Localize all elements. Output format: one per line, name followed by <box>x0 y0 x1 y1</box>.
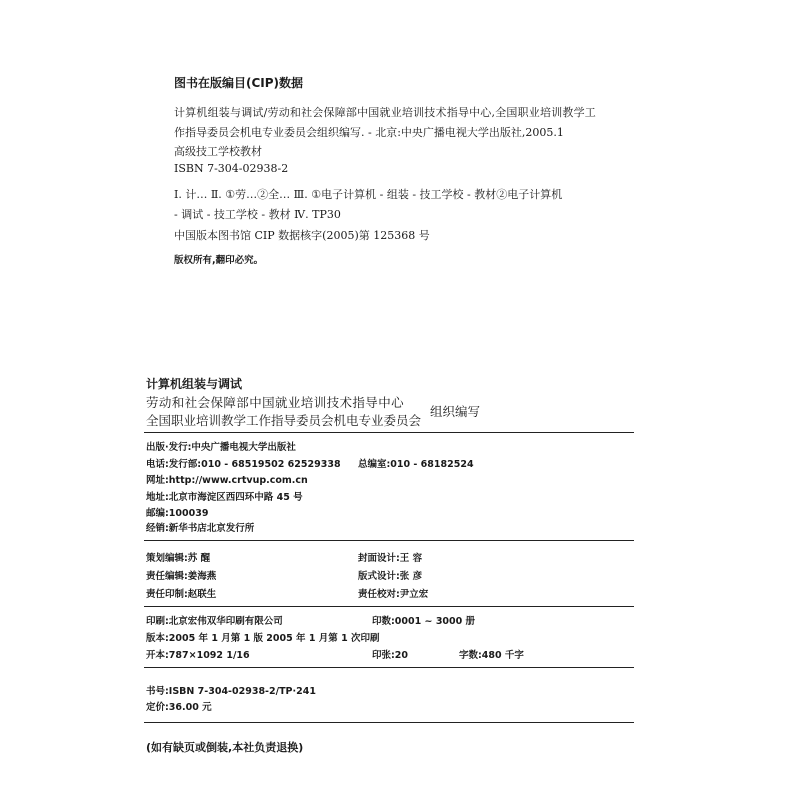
rights-notice: 版权所有,翻印必究。 <box>174 255 264 266</box>
planning-editor: 策划编辑:苏 醒 <box>146 553 211 564</box>
cip-line-2: 作指导委员会机电专业委员会组织编写. - 北京:中央广播电视大学出版社,2005.1 <box>174 126 564 139</box>
publisher: 出版·发行:中央广播电视大学出版社 <box>146 442 296 453</box>
postcode: 邮编:100039 <box>146 508 209 519</box>
author-role: 组织编写 <box>430 404 481 419</box>
price: 定价:36.00 元 <box>146 702 212 713</box>
printer: 印刷:北京宏伟双华印刷有限公司 <box>146 616 283 627</box>
edition: 版本:2005 年 1 月第 1 版 2005 年 1 月第 1 次印刷 <box>146 633 380 644</box>
cip-classification-1: Ⅰ. 计… Ⅱ. ①劳…②全… Ⅲ. ①电子计算机 - 组装 - 技工学校 - 教材②电子计算机 <box>174 188 563 201</box>
print-sheets: 印张:20 <box>372 650 409 661</box>
word-count: 字数:480 千字 <box>459 650 524 661</box>
cip-line-3: 高级技工学校教材 <box>174 145 262 158</box>
divider-2 <box>144 540 634 541</box>
format: 开本:787×1092 1/16 <box>146 650 250 661</box>
book-number: 书号:ISBN 7-304-02938-2/TP·241 <box>146 686 316 697</box>
distributor: 经销:新华书店北京发行所 <box>146 523 255 534</box>
website: 网址:http://www.crtvup.com.cn <box>146 475 308 486</box>
divider-4 <box>144 667 634 668</box>
cip-heading: 图书在版编目(CIP)数据 <box>174 76 304 90</box>
cip-line-1: 计算机组装与调试/劳动和社会保障部中国就业培训技术指导中心,全国职业培训教学工 <box>174 106 596 119</box>
layout-design: 版式设计:张 彦 <box>358 571 423 582</box>
phone-editor: 总编室:010 - 68182524 <box>358 459 474 470</box>
phone-sales: 电话:发行部:010 - 68519502 62529338 <box>146 459 341 470</box>
cover-design: 封面设计:王 容 <box>358 553 423 564</box>
responsible-editor: 责任编辑:姜海燕 <box>146 571 217 582</box>
author-line-2: 全国职业培训教学工作指导委员会机电专业委员会 <box>146 413 422 428</box>
responsible-print: 责任印制:赵联生 <box>146 589 217 600</box>
return-notice: (如有缺页或倒装,本社负责退换) <box>146 741 304 754</box>
address: 地址:北京市海淀区西四环中路 45 号 <box>146 492 303 503</box>
book-title: 计算机组装与调试 <box>146 377 243 391</box>
divider-5 <box>144 722 634 723</box>
author-line-1: 劳动和社会保障部中国就业培训技术指导中心 <box>146 395 405 410</box>
print-copies: 印数:0001 ~ 3000 册 <box>372 616 476 627</box>
cip-isbn: ISBN 7-304-02938-2 <box>174 162 289 175</box>
divider-3 <box>144 606 634 607</box>
cip-classification-2: - 调试 - 技工学校 - 教材 Ⅳ. TP30 <box>174 208 341 221</box>
proofreader: 责任校对:尹立宏 <box>358 589 429 600</box>
cip-data-number: 中国版本图书馆 CIP 数据核字(2005)第 125368 号 <box>174 229 430 242</box>
divider-1 <box>144 432 634 433</box>
